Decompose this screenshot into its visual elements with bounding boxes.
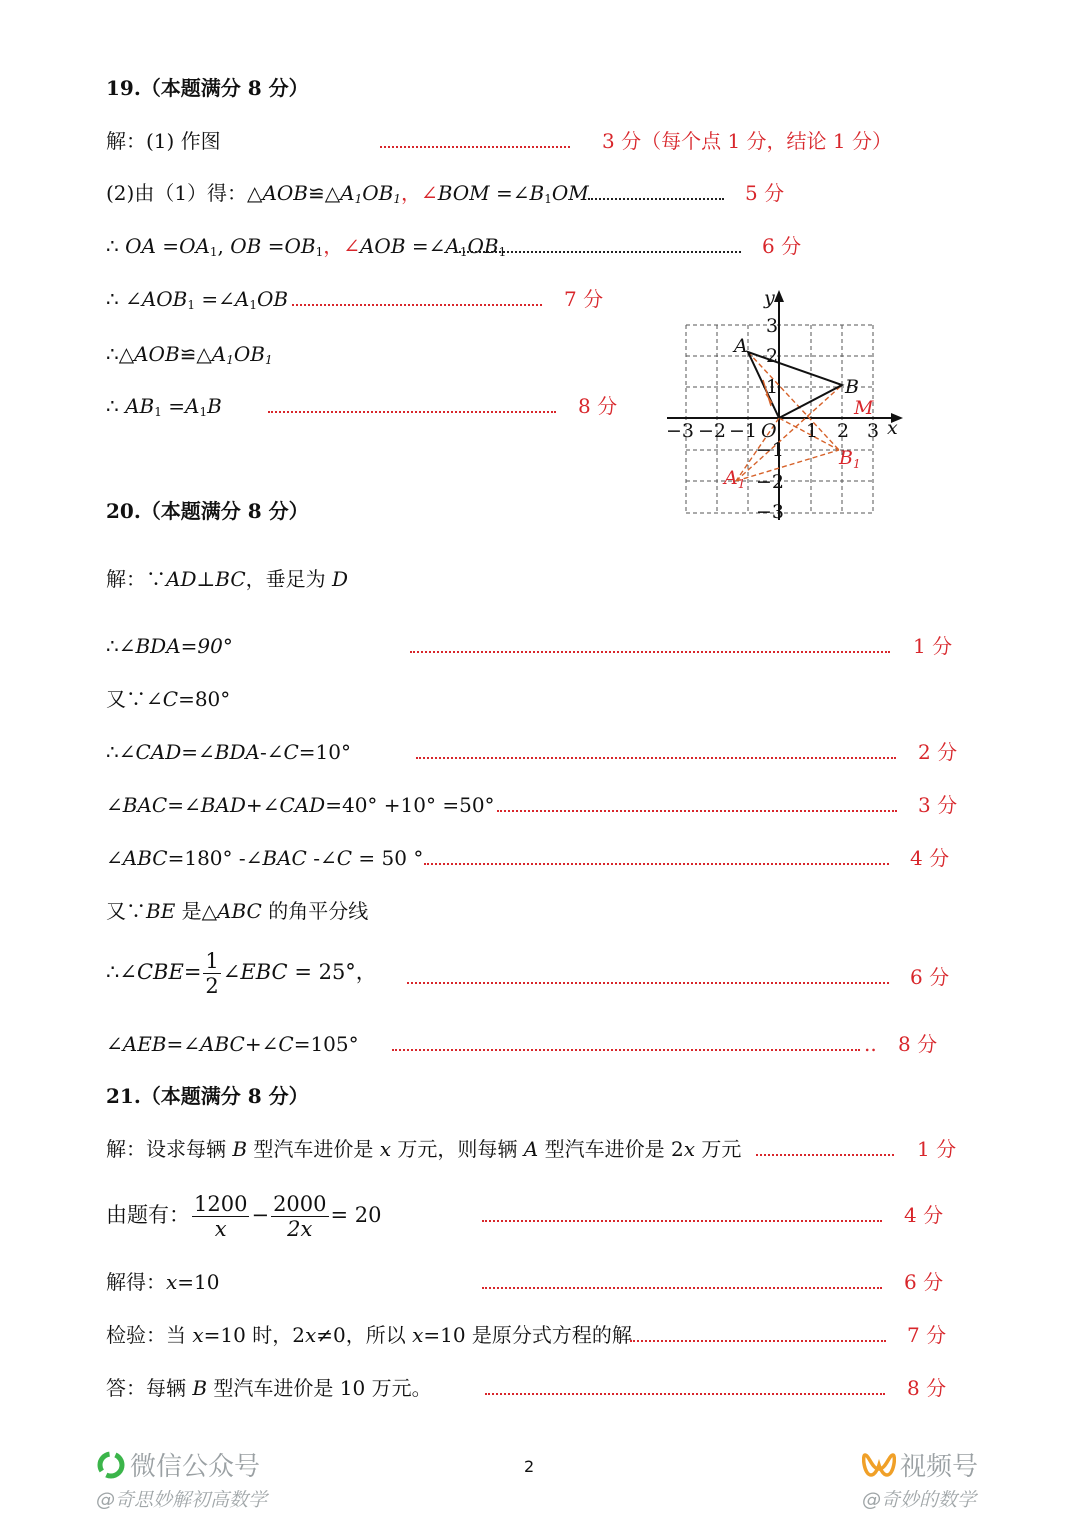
leader-dots	[416, 757, 896, 759]
dashed-construction-lines	[736, 352, 842, 481]
score: 2 分	[918, 740, 958, 764]
q20-line9: ∠AEB=∠ABC+∠C=105°	[106, 1032, 359, 1056]
wechat-brand-text: 微信公众号	[130, 1452, 261, 1482]
leader-dots	[407, 982, 889, 984]
leader-dots	[392, 1049, 860, 1051]
q21-line1: 解：设求每辆 B 型汽车进价是 x 万元，则每辆 A 型汽车进价是 2x 万元	[106, 1137, 742, 1161]
origin-label: O	[761, 420, 777, 442]
q21-heading: 21.（本题满分 8 分）	[106, 1084, 309, 1108]
y-tick-label: 3	[766, 315, 779, 337]
leader-dots	[455, 251, 741, 253]
score: 1 分	[913, 634, 953, 658]
score: 1 分	[917, 1137, 957, 1161]
leader-dots	[424, 863, 889, 865]
fraction-1200-over-x: $\frac{1200}{x}$	[194, 1192, 248, 1241]
leader-dots	[485, 1393, 885, 1395]
triangle-AOB	[748, 352, 842, 418]
q21-line4: 检验：当 x=10 时，2x≠0，所以 x=10 是原分式方程的解	[106, 1323, 632, 1347]
q19-line1-text: 解：(1) 作图	[106, 129, 221, 153]
y-tick-label: −2	[756, 471, 785, 493]
coordinate-graph	[662, 288, 908, 520]
y-tick-label: −3	[756, 501, 785, 520]
score: 4 分	[910, 846, 950, 870]
y-tick-label: 1	[766, 376, 779, 398]
q20-line8: ∴∠CBE= $\frac{1}{2}$ ∠EBC = 25°，	[106, 949, 377, 998]
point-label-M: M	[854, 397, 874, 419]
x-axis-label: x	[887, 417, 898, 439]
x-tick-label: −1	[729, 420, 758, 442]
x-tick-label: 3	[867, 420, 880, 442]
score: 6 分	[910, 965, 950, 989]
x-tick-label: −2	[698, 420, 727, 442]
y-axis-arrow	[774, 290, 784, 302]
channels-watermark	[862, 1446, 978, 1512]
q20-line6: ∠ABC=180° -∠BAC -∠C = 50 °	[106, 846, 424, 870]
q19-line4: ∴ $\angle AOB_1$ $=\angle A_1OB$	[106, 287, 289, 312]
q21-line3: 解得：x=10	[106, 1270, 220, 1294]
double-dot: ..	[864, 1032, 877, 1056]
q19-line5: $\therefore\triangle AOB≌\triangle A_1OB_1$	[106, 342, 273, 367]
score: 8 分	[907, 1376, 947, 1400]
q19-line6: ∴ $AB_1 =A_1B$	[106, 394, 222, 419]
q21-line2: 由题有： $\frac{1200}{x}$ − $\frac{2000}{2x}$ = 20	[106, 1192, 382, 1241]
y-tick-label: −1	[756, 439, 785, 461]
point-label-B: B	[845, 376, 859, 398]
q19-line1	[106, 127, 221, 155]
fraction-2000-over-2x: $\frac{2000}{2x}$	[273, 1192, 327, 1241]
q20-line5: ∠BAC=∠BAD+∠CAD=40° +10° =50°	[106, 793, 495, 817]
score: 7 分	[907, 1323, 947, 1347]
score: 5 分	[745, 181, 785, 205]
y-tick-label: 2	[766, 345, 779, 367]
q20-line4: ∴∠CAD=∠BDA-∠C=10°	[106, 740, 352, 764]
wechat-watermark	[96, 1446, 267, 1512]
wechat-handle: @奇思妙解初高数学	[96, 1489, 268, 1511]
channels-brand-text: 视频号	[900, 1452, 979, 1482]
score: 6 分	[762, 234, 802, 258]
leader-dots	[268, 411, 556, 413]
q21-line5: 答：每辆 B 型汽车进价是 10 万元。	[106, 1376, 432, 1400]
q20-line2: ∴∠BDA=90°	[106, 634, 233, 658]
score: 4 分	[904, 1203, 944, 1227]
x-tick-label: −3	[666, 420, 695, 442]
q20-line1: 解：∵AD⊥BC，垂足为 D	[106, 567, 349, 591]
leader-dots	[630, 1340, 886, 1342]
fraction-one-half: $\frac{1}{2}$	[205, 949, 219, 998]
x-tick-label: 2	[837, 420, 850, 442]
point-label-B1: $B_1$	[839, 447, 861, 471]
q20-line7: 又∵BE 是△ABC 的角平分线	[106, 899, 369, 923]
q20-line3: 又∵∠C=80°	[106, 687, 231, 711]
leader-dots	[588, 198, 724, 200]
red-point-labels	[722, 397, 874, 491]
leader-dots	[497, 810, 897, 812]
score: 3 分	[918, 793, 958, 817]
score: 6 分	[904, 1270, 944, 1294]
channels-handle: @奇妙的数学	[862, 1489, 977, 1511]
score: 7 分	[564, 287, 604, 311]
wechat-logo-icon	[96, 1450, 126, 1480]
leader-dots	[292, 304, 542, 306]
y-axis-label: y	[764, 288, 775, 309]
page-number: 2	[524, 1457, 535, 1476]
score: 8 分	[578, 394, 618, 418]
score: 3 分（每个点 1 分，结论 1 分）	[602, 129, 892, 153]
q20-heading: 20.（本题满分 8 分）	[106, 499, 309, 523]
x-tick-label: 1	[806, 420, 819, 442]
leader-dots	[756, 1154, 894, 1156]
leader-dots	[482, 1220, 882, 1222]
leader-dots	[380, 146, 570, 148]
channels-logo-icon	[862, 1451, 896, 1479]
leader-dots	[410, 651, 890, 653]
q19-heading: 19.（本题满分 8 分）	[106, 76, 309, 100]
point-label-A1: $A_1$	[724, 467, 746, 491]
point-label-A: A	[734, 335, 748, 357]
leader-dots	[482, 1287, 882, 1289]
q19-line3: ∴ OA $=OA_1$, OB $=OB_1$，∠AOB $=\angle A_1OB_1$	[106, 234, 507, 259]
score: 8 分	[898, 1032, 938, 1056]
q19-line2: (2)由（1）得：$\triangle AOB≌\triangle A_1OB_1$，∠BOM $=\angle B_1OM$	[106, 181, 589, 206]
